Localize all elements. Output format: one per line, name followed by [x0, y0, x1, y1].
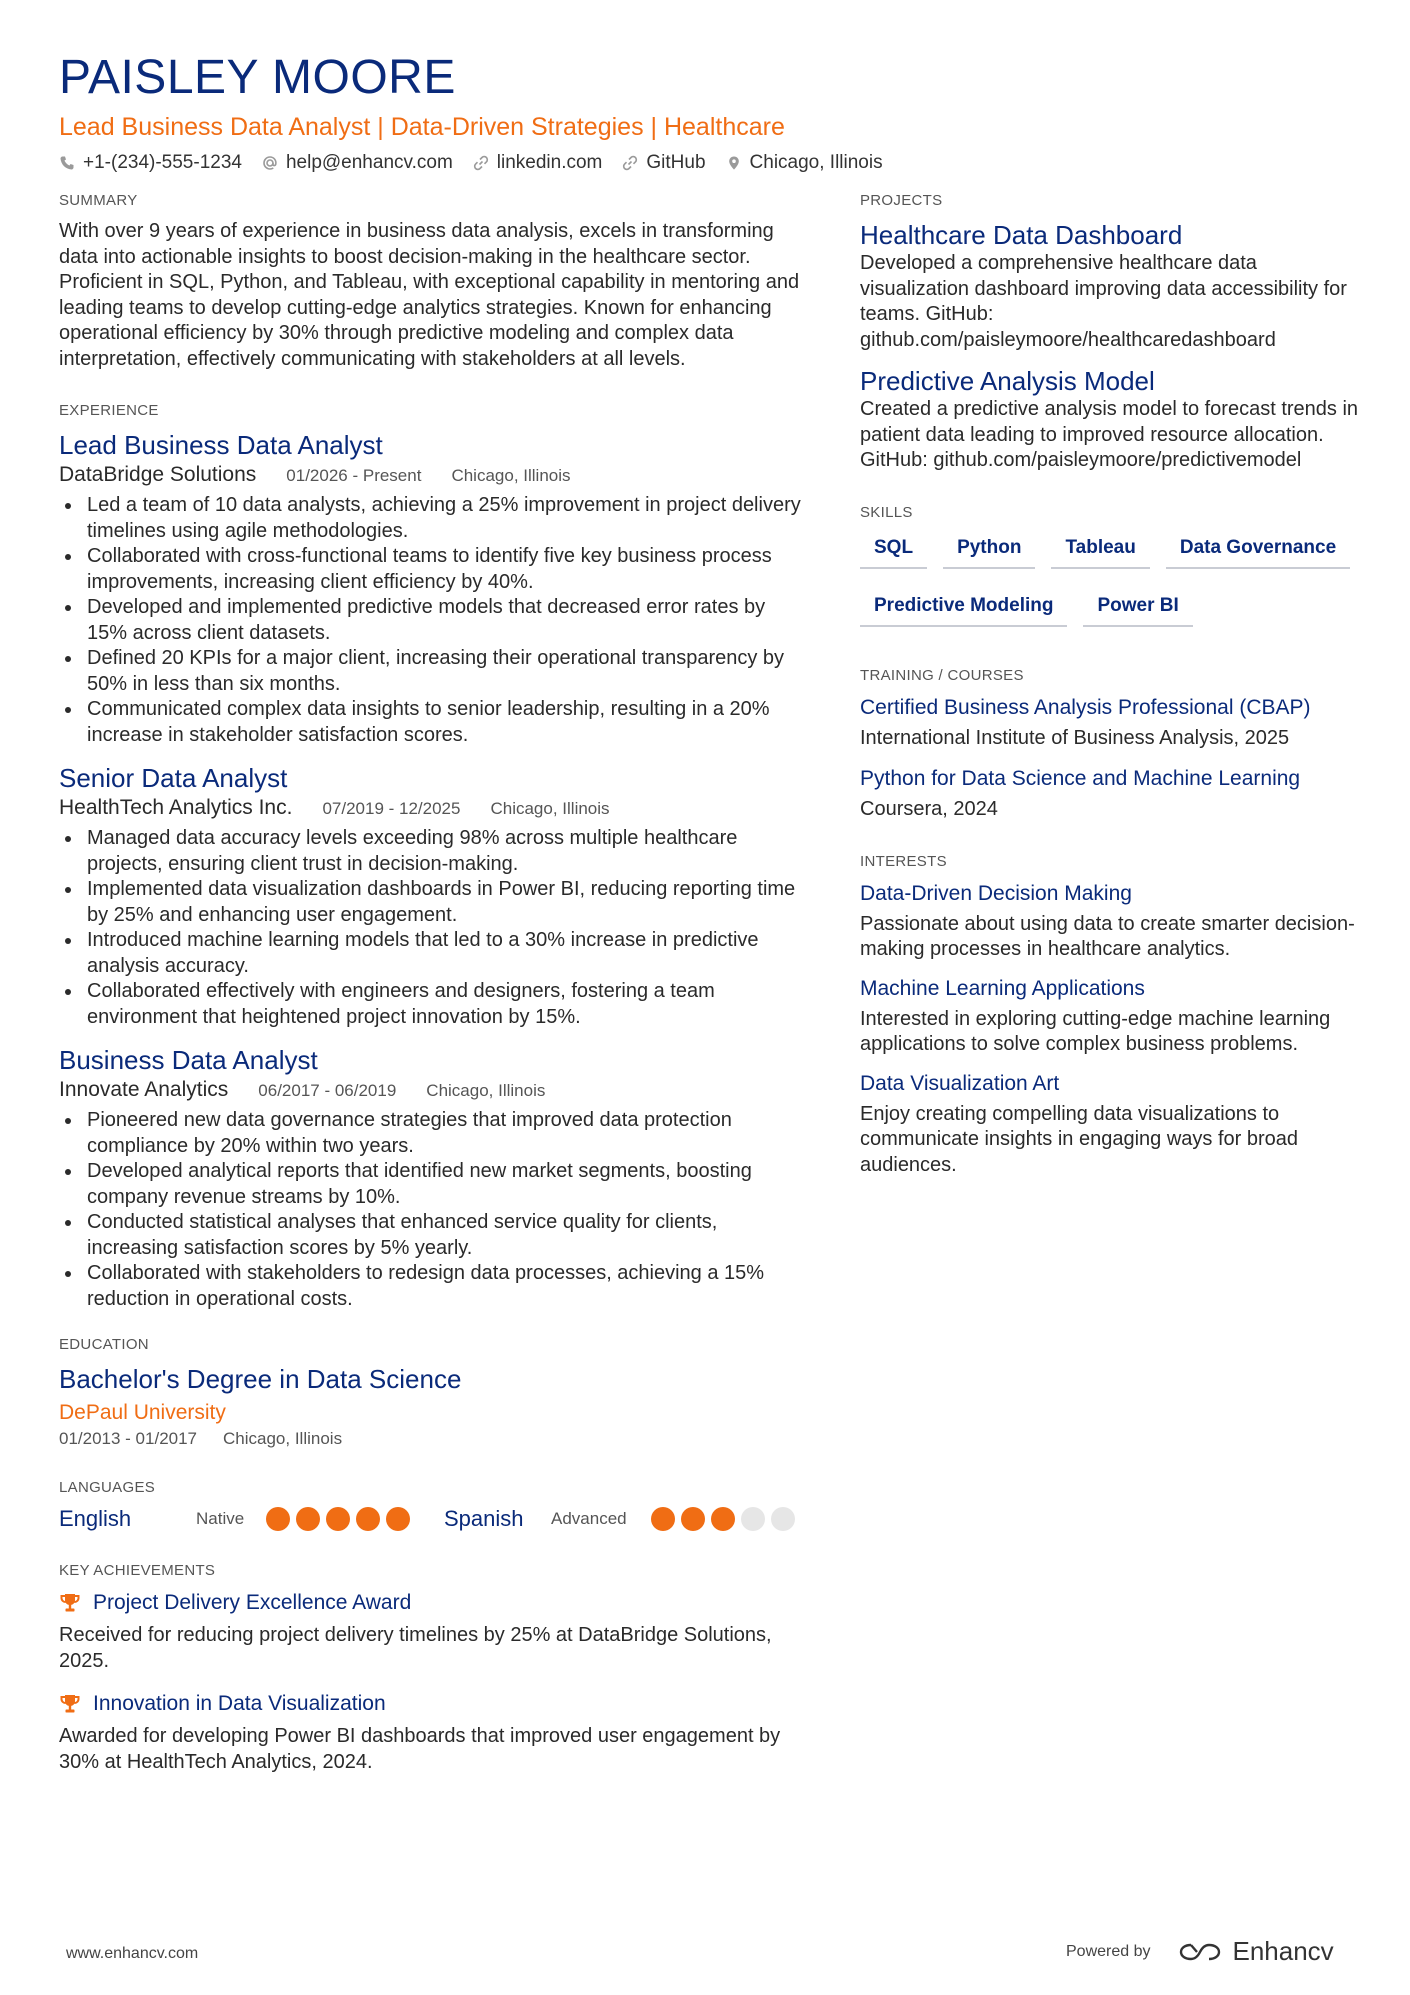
languages-row	[59, 1506, 809, 1532]
rating-dot	[741, 1507, 765, 1531]
training-text: International Institute of Business Analysis, 2025	[860, 726, 1290, 749]
job-location: Chicago, Illinois	[490, 799, 610, 818]
interest-text: Passionate about using data to create smarter decision-making processes in healthcare analytics.	[860, 912, 1355, 960]
job-location: Chicago, Illinois	[451, 466, 571, 485]
rating-dot	[386, 1507, 410, 1531]
contact-bar	[59, 152, 1359, 174]
job-entry	[59, 429, 809, 748]
contact-github[interactable]	[622, 152, 705, 174]
job-entry	[59, 762, 809, 1030]
contact-linkedin[interactable]	[473, 152, 603, 174]
training-item	[860, 694, 1360, 752]
location-pin-icon	[726, 155, 742, 171]
project-title: Predictive Analysis Model	[860, 366, 1155, 396]
rating-dot	[356, 1507, 380, 1531]
skill-tag: SQL	[860, 531, 927, 569]
language-level: Native	[196, 1509, 245, 1528]
job-bullet: Introduced machine learning models that led to a 30% increase in predictive analysis accuracy.	[59, 928, 809, 979]
job-bullets	[59, 826, 809, 1030]
language-level: Advanced	[551, 1509, 627, 1528]
section-title: LANGUAGES	[59, 1479, 156, 1496]
education-degree: Bachelor's Degree in Data Science	[59, 1364, 462, 1394]
rating-dot	[771, 1507, 795, 1531]
project-text: Developed a comprehensive healthcare data visualization dashboard improving data accessibility for teams. GitHub: github.com/paisleymoore/healthcaredashboard	[860, 252, 1347, 351]
right-column	[860, 192, 1360, 1178]
education-meta	[59, 1429, 809, 1449]
contact-phone[interactable]	[59, 152, 242, 174]
rating-dot	[296, 1507, 320, 1531]
job-bullet: Conducted statistical analyses that enhanced service quality for clients, increasing satisfaction scores by 5% yearly.	[59, 1210, 809, 1261]
resume-header	[59, 48, 1359, 174]
job-company: Innovate Analytics	[59, 1078, 229, 1101]
link-icon	[622, 155, 638, 171]
achievement-item	[59, 1589, 809, 1674]
education-school: DePaul University	[59, 1401, 226, 1424]
training-item	[860, 765, 1360, 823]
skill-tag: Predictive Modeling	[860, 589, 1067, 627]
rating-dot	[711, 1507, 735, 1531]
job-role: Senior Data Analyst	[59, 763, 288, 793]
achievement-text: Awarded for developing Power BI dashboards that improved user engagement by 30% at HealthTech Analytics, 2024.	[59, 1725, 781, 1773]
enhancv-logo-icon	[1177, 1940, 1223, 1964]
achievements-section	[59, 1562, 809, 1775]
section-title: PROJECTS	[860, 192, 943, 209]
training-section	[860, 667, 1360, 823]
section-title: SUMMARY	[59, 192, 138, 209]
job-company: DataBridge Solutions	[59, 463, 257, 486]
interest-text: Interested in exploring cutting-edge machine learning applications to solve complex business problems.	[860, 1007, 1331, 1055]
interest-item	[860, 1070, 1360, 1179]
language-rating	[651, 1507, 795, 1531]
trophy-icon	[59, 1693, 81, 1715]
rating-dot	[326, 1507, 350, 1531]
enhancv-logo-text: Enhancv	[1232, 1936, 1334, 1966]
job-bullet: Managed data accuracy levels exceeding 98% across multiple healthcare projects, ensuring client trust in decision-making.	[59, 826, 809, 877]
job-dates: 07/2019 - 12/2025	[322, 799, 461, 818]
language-rating	[266, 1507, 410, 1531]
github-text: GitHub	[646, 152, 706, 173]
job-bullet: Communicated complex data insights to senior leadership, resulting in a 20% increase in stakeholder satisfaction scores.	[59, 697, 809, 748]
rating-dot	[266, 1507, 290, 1531]
job-company: HealthTech Analytics Inc.	[59, 796, 293, 819]
linkedin-text: linkedin.com	[496, 152, 603, 173]
interest-title: Machine Learning Applications	[860, 976, 1145, 1000]
powered-by-label: Powered by	[1066, 1942, 1151, 1960]
left-column	[59, 192, 809, 1775]
job-dates: 01/2026 - Present	[286, 466, 422, 485]
contact-email[interactable]	[262, 152, 453, 174]
job-entry	[59, 1044, 809, 1312]
section-title: EDUCATION	[59, 1336, 149, 1353]
link-icon	[473, 155, 489, 171]
skill-tag: Data Governance	[1166, 531, 1350, 569]
job-role: Business Data Analyst	[59, 1045, 318, 1075]
interests-section	[860, 853, 1360, 1179]
contact-location	[726, 152, 883, 174]
job-bullet: Pioneered new data governance strategies that improved data protection compliance by 20% within two years.	[59, 1108, 809, 1159]
candidate-name: PAISLEY MOORE	[59, 51, 456, 104]
achievement-title: Project Delivery Excellence Award	[93, 1591, 412, 1614]
project-title: Healthcare Data Dashboard	[860, 220, 1183, 250]
interest-text: Enjoy creating compelling data visualizations to communicate insights in engaging ways for broad audiences.	[860, 1102, 1299, 1176]
language-name: Spanish	[444, 1506, 524, 1531]
section-title: KEY ACHIEVEMENTS	[59, 1562, 216, 1579]
section-title: TRAINING / COURSES	[860, 666, 1024, 684]
job-bullet: Developed analytical reports that identified new market segments, boosting company revenue streams by 10%.	[59, 1159, 809, 1210]
achievement-title: Innovation in Data Visualization	[93, 1692, 386, 1715]
at-sign-icon	[262, 155, 278, 171]
job-location: Chicago, Illinois	[426, 1081, 546, 1100]
rating-dot	[681, 1507, 705, 1531]
rating-dot	[651, 1507, 675, 1531]
summary-text: With over 9 years of experience in business data analysis, excels in transforming data into actionable insights to boost decision-making in the healthcare sector. Proficient in SQL, Python, and Tableau, with exceptional capability in mentoring and leading teams to develop cutting-edge analytics strategies. Known for enhancing operational efficiency by 30% through predictive modeling and complex data interpretation, effectively communicating with stakeholders at all levels.	[59, 220, 800, 370]
project-item	[860, 365, 1360, 474]
training-title: Python for Data Science and Machine Learning	[860, 767, 1301, 790]
footer-branding	[1066, 1936, 1334, 1967]
job-dates: 06/2017 - 06/2019	[258, 1081, 397, 1100]
section-title: EXPERIENCE	[59, 402, 159, 419]
job-bullet: Implemented data visualization dashboards in Power BI, reducing reporting time by 25% and enhancing user engagement.	[59, 877, 809, 928]
education-section	[59, 1336, 809, 1449]
phone-text: +1-(234)-555-1234	[83, 152, 242, 173]
skill-tag: Power BI	[1083, 589, 1192, 627]
job-meta	[59, 1078, 809, 1102]
interest-title: Data Visualization Art	[860, 1071, 1060, 1095]
achievement-title-row	[59, 1589, 809, 1617]
skill-tag: Python	[943, 531, 1035, 569]
trophy-icon	[59, 1592, 81, 1614]
project-item	[860, 219, 1360, 353]
email-text: help@enhancv.com	[285, 152, 453, 173]
achievement-text: Received for reducing project delivery timelines by 25% at DataBridge Solutions, 2025.	[59, 1624, 772, 1672]
skills-section	[860, 504, 1360, 627]
job-meta	[59, 796, 809, 820]
job-bullet: Defined 20 KPIs for a major client, increasing their operational transparency by 50% in less than six months.	[59, 646, 809, 697]
job-bullets	[59, 493, 809, 748]
language-name: English	[59, 1506, 132, 1531]
experience-section	[59, 402, 809, 1312]
job-bullet: Led a team of 10 data analysts, achieving a 25% improvement in project delivery timelines using agile methodologies.	[59, 493, 809, 544]
footer-website[interactable]: www.enhancv.com	[66, 1945, 199, 1962]
interest-title: Data-Driven Decision Making	[860, 881, 1132, 905]
skills-list	[860, 531, 1360, 627]
achievement-item	[59, 1690, 809, 1775]
job-bullet: Collaborated effectively with engineers and designers, fostering a team environment that heightened project innovation by 15%.	[59, 979, 809, 1030]
location-text: Chicago, Illinois	[749, 152, 883, 173]
education-location: Chicago, Illinois	[223, 1429, 343, 1448]
section-title: INTERESTS	[860, 852, 947, 870]
skill-tag: Tableau	[1051, 531, 1149, 569]
enhancv-logo[interactable]	[1177, 1936, 1334, 1967]
job-bullet: Collaborated with cross-functional teams to identify five key business process improvements, increasing client efficiency by 40%.	[59, 544, 809, 595]
job-bullets	[59, 1108, 809, 1312]
job-meta	[59, 463, 809, 487]
summary-section	[59, 192, 809, 372]
education-dates: 01/2013 - 01/2017	[59, 1429, 198, 1448]
interest-item	[860, 880, 1360, 963]
job-bullet: Developed and implemented predictive models that decreased error rates by 15% across client datasets.	[59, 595, 809, 646]
candidate-headline: Lead Business Data Analyst | Data-Driven Strategies | Healthcare	[59, 113, 785, 141]
section-title: SKILLS	[860, 503, 913, 521]
training-title: Certified Business Analysis Professional (CBAP)	[860, 695, 1311, 719]
job-bullet: Collaborated with stakeholders to redesign data processes, achieving a 15% reduction in operational costs.	[59, 1261, 809, 1312]
interest-item	[860, 975, 1360, 1058]
job-role: Lead Business Data Analyst	[59, 430, 383, 460]
languages-section	[59, 1479, 809, 1532]
phone-icon	[59, 155, 75, 171]
achievement-title-row	[59, 1690, 809, 1718]
projects-section	[860, 192, 1360, 474]
training-text: Coursera, 2024	[860, 798, 998, 820]
project-text: Created a predictive analysis model to forecast trends in patient data leading to improved resource allocation. GitHub: github.com/paisleymoore/predictivemodel	[860, 398, 1359, 471]
